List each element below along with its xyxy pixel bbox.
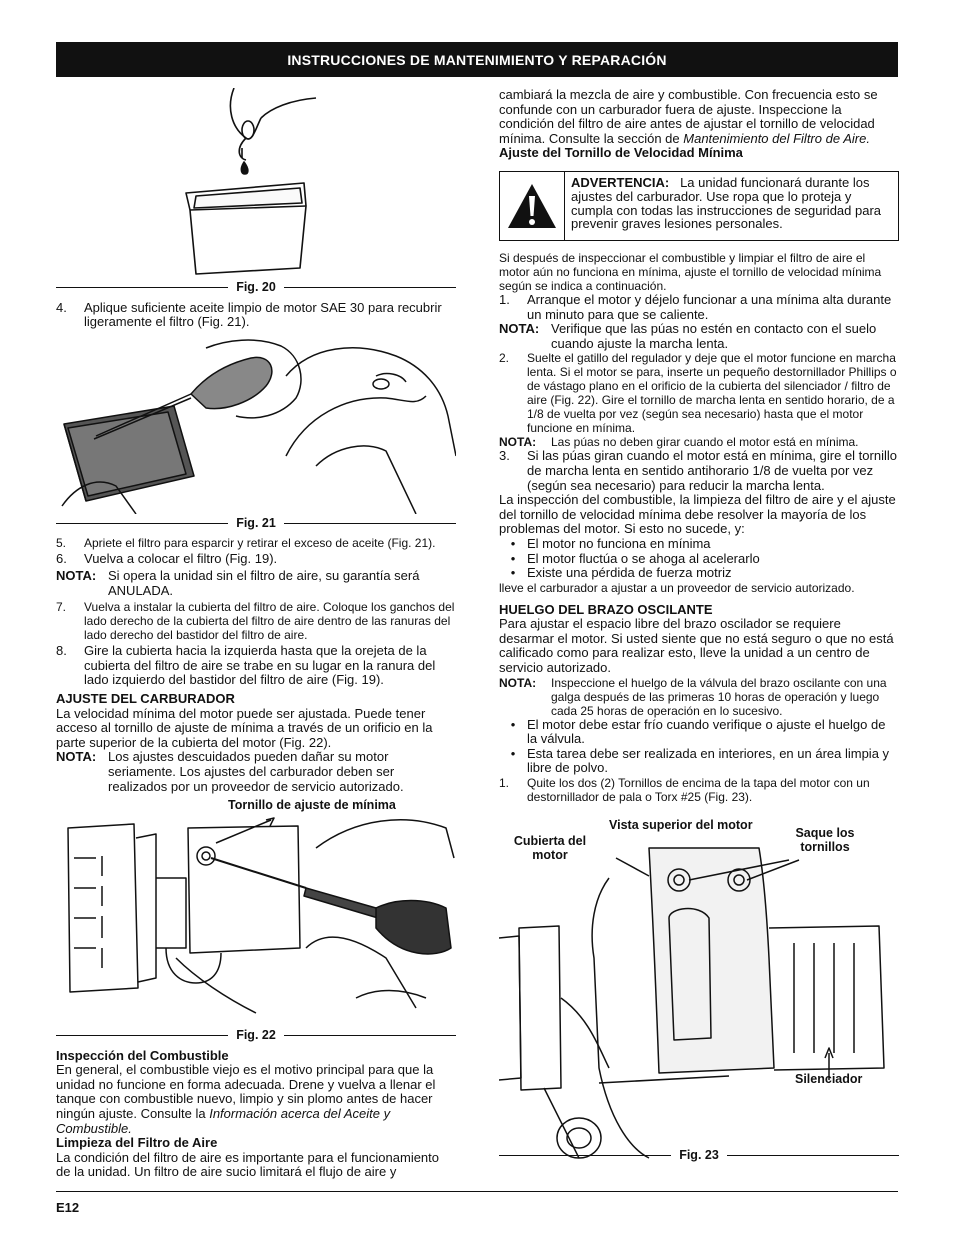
fig23-cover-label: Cubierta del motor — [513, 834, 587, 863]
fig23-muffler-label: Silenciador — [795, 1072, 863, 1087]
bullet-4: • El motor debe estar frío cuando verifique o ajuste el huelgo de la válvula. — [510, 716, 886, 747]
figure-20 — [56, 88, 456, 278]
figure-21 — [56, 336, 456, 514]
idle-intro: Si después de inspeccionar el combustible y limpiar el filtro de aire el motor aún no funciona en mínima, ajuste el tornillo de velocidad mínima según se indica a continuación. — [499, 250, 882, 293]
left-column — [56, 88, 456, 1180]
carburetor-text: La velocidad mínima del motor puede ser ajustada. Puede tener acceso al tornillo de ajuste de mínima a través de un orificio en la parte superior de la cubierta del motor (Fig. 22). — [56, 705, 433, 750]
figure-22 — [56, 798, 456, 1026]
warning-text: La unidad funcionará durante los ajustes del carburador. Use ropa que lo proteja y cumpla con todas las instrucciones de seguridad para prevenir graves lesiones personales. — [571, 174, 882, 232]
warning-label: ADVERTENCIA: — [571, 174, 670, 190]
footer-rule — [56, 1191, 898, 1192]
page-number: E12 — [56, 1200, 80, 1215]
figure-22-caption: Fig. 22 — [56, 1028, 456, 1043]
bullet-5: • Esta tarea debe ser realizada en interiores, en un área limpia y libre de polvo. — [510, 745, 890, 776]
step-4: 4. Aplique suficiente aceite limpio de motor SAE 30 para recubrir ligeramente el filtro (Fig. 21). — [56, 299, 442, 330]
nota-tines-idle: NOTA: Las púas no deben girar cuando el motor está en mínima. — [499, 435, 859, 450]
step-6: 6. Vuelva a colocar el filtro (Fig. 19). — [56, 551, 278, 567]
idle-step-1: 1. Arranque el motor y déjelo funcionar a una mínima alta durante un minuto para que se caliente. — [499, 291, 892, 322]
warning-triangle-icon — [500, 172, 565, 240]
fig23-top-view-label: Vista superior del motor — [609, 818, 753, 833]
nota-carburetor: NOTA: Los ajustes descuidados pueden dañar su motor seriamente. Los ajustes del carburador deben ser realizados por un proveedor de servicio autorizado. — [56, 749, 404, 794]
carburetor-heading: AJUSTE DEL CARBURADOR — [56, 690, 235, 706]
idle-step-3: 3. Si las púas giran cuando el motor está en mínima, gire el tornillo de marcha lenta en sentido antihorario 1/8 de vuelta por vez (según sea necesario) para reducir la marcha lenta. — [499, 448, 897, 493]
step-5: 5. Apriete el filtro para esparcir y retirar el exceso de aceite (Fig. 21). — [56, 536, 436, 551]
figure-20-caption: Fig. 20 — [56, 280, 456, 295]
idle-screw-heading: Ajuste del Tornillo de Velocidad Mínima — [499, 145, 743, 161]
bullet-2: • El motor fluctúa o se ahoga al acelerarlo — [510, 550, 760, 566]
figure-23 — [499, 818, 899, 1164]
filter-oiling-illustration — [56, 336, 456, 514]
fuel-inspection-text: En general, el combustible viejo es el motivo principal para que la unidad no funcione en forma adecuada. Drene y vuelva a llenar el tanque con combustible nuevo, limpio y sin plomo antes de hacer ningún ajuste. Consulte la Información acerca del Aceite y Combustible. — [56, 1062, 436, 1136]
right-column — [499, 88, 899, 1164]
bullet-1: • El motor no funciona en mínima — [510, 535, 711, 551]
rocker-arm-heading: HUELGO DEL BRAZO OSCILANTE — [499, 601, 713, 617]
rocker-arm-text: Para ajustar el espacio libre del brazo oscilador se requiere desarmar el motor. Si usted siente que no está seguro o que no está calificado como para realizar esto, lleve la unidad a un centro de servicio autorizado. — [499, 616, 894, 676]
nota-valve: NOTA: Inspeccione el huelgo de la válvula del brazo oscilante con una galga después de las primeras 10 horas de operación y luego cada 25 horas de operación en lo sucesivo. — [499, 675, 887, 718]
bullet-3: • Existe una pérdida de fuerza motriz — [510, 565, 732, 581]
after-bullets-text: lleve el carburador a ajustar a un proveedor de servicio autorizado. — [499, 580, 855, 595]
figure-21-caption: Fig. 21 — [56, 516, 456, 531]
nota-tines: NOTA: Verifique que las púas no estén en contacto con el suelo cuando ajuste la marcha lenta. — [499, 321, 877, 351]
air-filter-heading: Limpieza del Filtro de Aire — [56, 1135, 218, 1151]
step-8: 8. Gire la cubierta hacia la izquierda hasta que la orejeta de la cubierta del filtro de aire se trabe en su lugar en la ranura del lado izquierdo del bastidor del filtro de aire (Fig. 19). — [56, 643, 436, 688]
idle-screw-label: Tornillo de ajuste de mínima — [228, 798, 396, 813]
page-header: INSTRUCCIONES DE MANTENIMIENTO Y REPARACIÓN — [56, 42, 898, 77]
step-7: 7. Vuelva a instalar la cubierta del filtro de aire. Coloque los ganchos del lado derecho de la cubierta del filtro de aire dentro de las ranuras del lado derecho del bastidor del filtro de aire. — [56, 600, 455, 643]
oil-container-illustration — [56, 88, 456, 278]
summary-text: La inspección del combustible, la limpieza del filtro de aire y el ajuste del tornillo de velocidad mínima debe resolver la mayoría de los problemas del motor. Si esto no sucede, y: — [499, 492, 896, 537]
nota-warranty: NOTA: Si opera la unidad sin el filtro de aire, su garantía será ANULADA. — [56, 567, 420, 598]
air-filter-text: La condición del filtro de aire es importante para el funcionamiento de la unidad. Un filtro de aire sucio limitará el flujo de aire y — [56, 1149, 440, 1180]
figure-23-caption: Fig. 23 — [499, 1148, 899, 1163]
continued-text: cambiará la mezcla de aire y combustible. Con frecuencia esto se confunde con un carburador fuera de ajuste. Inspeccione la condición del filtro de aire antes de ajustar el tornillo de velocidad mínima. Consulte la sección de Mantenimiento del Filtro de Aire. — [499, 87, 878, 146]
rocker-step-1: 1. Quite los dos (2) Tornillos de encima de la tapa del motor con un destornillador de pala o Torx #25 (Fig. 23). — [499, 776, 870, 805]
fuel-inspection-heading: Inspección del Combustible — [56, 1047, 229, 1063]
fig23-screws-label: Saque los tornillos — [795, 826, 855, 855]
engine-top-view-illustration — [499, 818, 899, 1164]
idle-step-2: 2. Suelte el gatillo del regulador y deje que el motor funcione en marcha lenta. Si el motor se para, inserte un pequeño destornillador Phillips o de vástago plano en el orificio de la cubierta del silenciador / filtro de aire (Fig. 22). Gire el tornillo de marcha lenta en sentido horario, de a 1/8 de vuelta por vez (según sea necesario) hasta que el motor funcione en mínima. — [499, 351, 897, 436]
warning-box — [499, 171, 899, 241]
carburetor-adjust-illustration — [56, 798, 456, 1026]
